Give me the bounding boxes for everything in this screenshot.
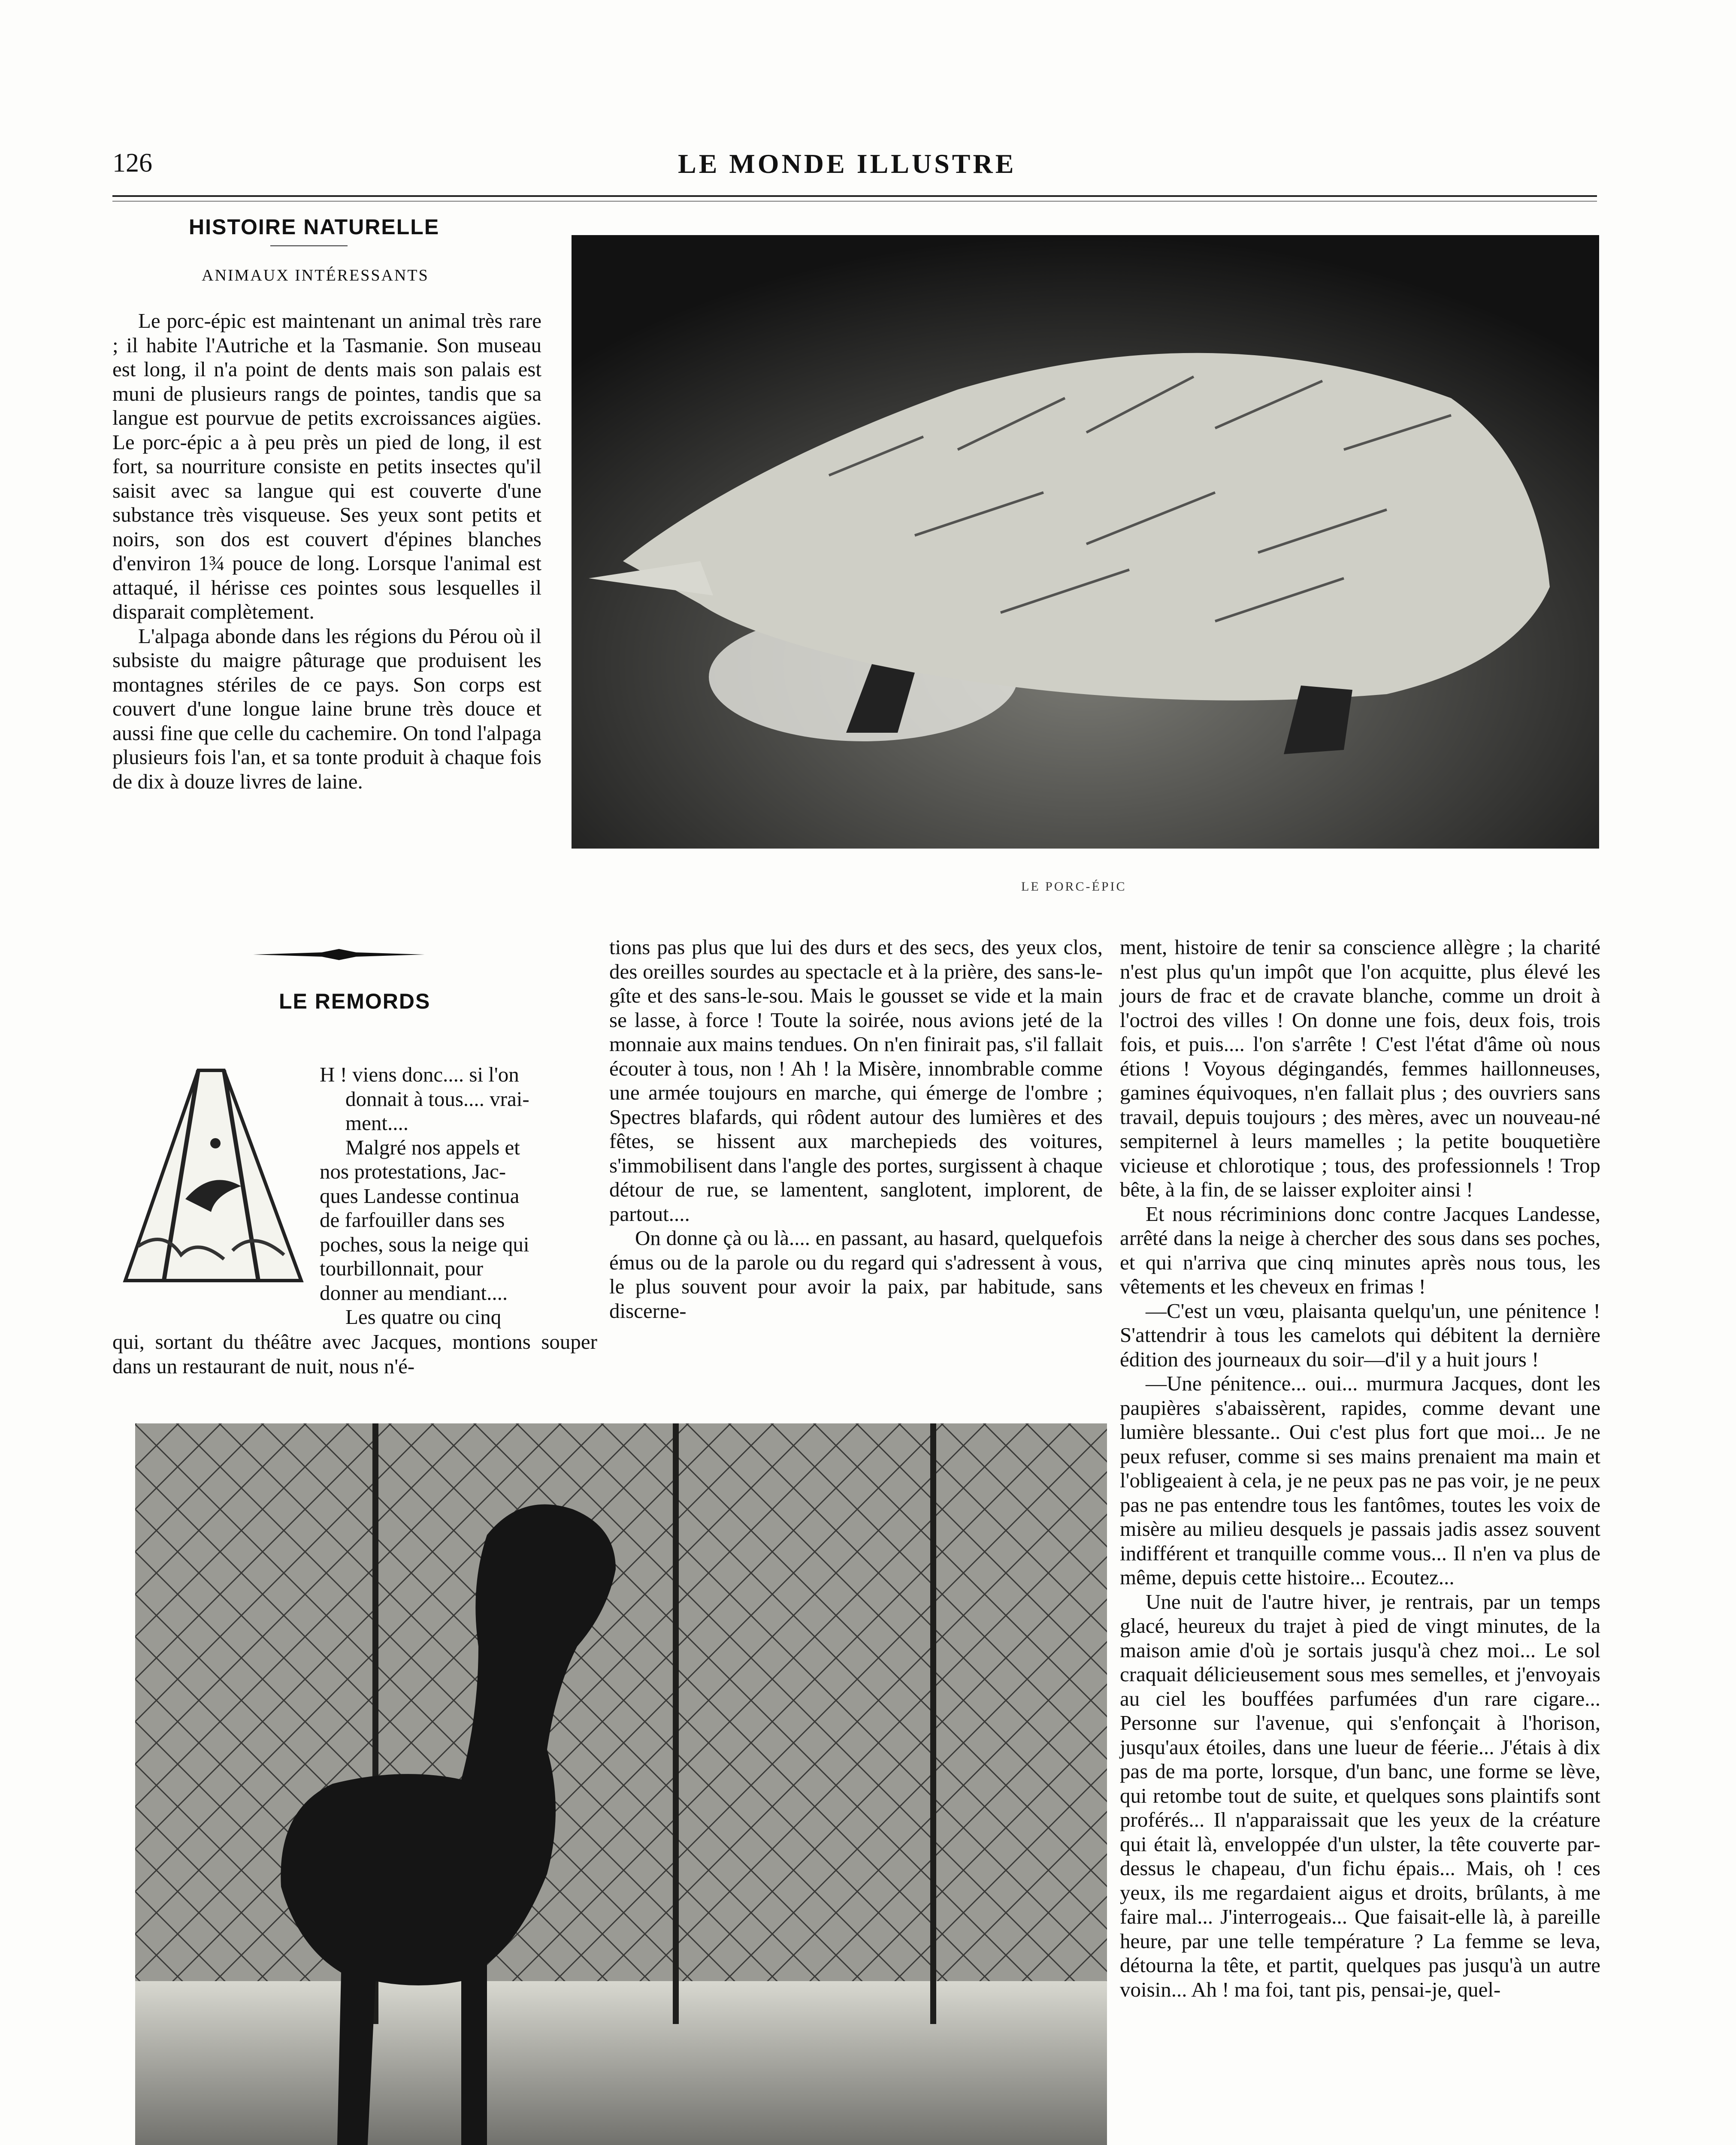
header-rule [112,195,1597,197]
section-title-histoire: HISTOIRE NATURELLE [189,215,440,239]
col3-para-5: Une nuit de l'autre hiver, je rentrais, par un temps glacé, heureux du trajet à pied de vingt minutes, de la maison amie d'où je sortais jusqu'à chez moi... Le sol craquait délicieusement sous mes semelles, et j'envoyais au ciel les bouffées parfumées d'un rare cigare... Personne sur l'avenue, qui s'enfonçait à l'horison, jusqu'aux étoiles, dans une lueur de féerie... J'étais à dix pas de ma porte, lorsque, d'un banc, une forme se lève, qui retombe tout de suite, et quelques sons plaintifs sont proférés... Il n'apparaissait que les yeux de la créature qui était là, enveloppée d'un ulster, la tête couverte par-dessus le chapeau, d'un fichu épais... Mais, oh ! ces yeux, ils me regardaient aigus et droits, brûlants, à me faire mal... J'interrogeais... Que faisait-elle là, à pareille heure, par une telle température ? La femme se leva, détourna la tête, et partit, quelques pas jusqu'à un autre voisin... Ah ! ma foi, tant pis, pensai-je, quel- [1120,1589,1600,2001]
para2-line-3: ques Landesse continua [320,1184,520,1208]
col3-para-4: —Une pénitence... oui... murmura Jacques, dont les paupières s'abaissèrent, rapides, comme devant une lumière blessante.. Oui c'est plus fort que moi... Je ne peux refuser, comme si ses mains prenaient ma main et l'obligeaient à cela, je ne peux pas ne pas voir, je ne peux pas ne pas entendre tous les fantômes, toutes les voix de misère au milieu desquels je passais jadis assez souvent indifférent et tranquille comme vous... Il n'en va plus de même, depuis cette histoire... Ecoutez... [1120,1372,1600,1589]
col1-tail-text: qui, sortant du théâtre avec Jacques, montions souper dans un restaurant de nuit, nous n'é- [112,1330,597,1378]
dropcap-intro [320,1063,599,1329]
remords-col3 [1120,935,1600,2002]
section-title-remords: LE REMORDS [279,989,431,1013]
masthead: LE MONDE ILLUSTRE [678,148,1016,179]
dropcap-illustration [112,1057,314,1289]
col2-para-2: On donne çà ou là.... en passant, au hasard, quelquefois émus ou de la parole ou du regard qui s'adressent à vous, le plus souvent pour avoir la paix, par habitude, sans discerne- [609,1226,1103,1323]
dropcap-line-1: H ! viens donc.... si l'on [320,1063,519,1086]
header-rule-thin [112,201,1597,202]
col3-para-1: ment, histoire de tenir sa conscience allègre ; la charité n'est plus qu'un impôt que l'on acquitte, plus élevé les jours de frac et de cravate blanche, comme un droit à l'octroi des villes ! On donne une fois, deux fois, trois fois, et puis.... l'on s'arrête ! C'est l'état d'âme où nous étions ! Voyous dégingandés, femmes haillonneuses, gamines équivoques, n'en fallait plus ; des ouvriers sans travail, depuis toujours ; des mères, avec un nouveau-né sempiternel à leurs mamelles ; la petite bouquetière vicieuse et chlorotique ; tous, des professionnels ! Trop bête, à la fin, de se laisser exploiter ainsi ! [1120,935,1600,1201]
para2-line-6: tourbillonnait, pour [320,1257,484,1280]
title-underline [270,245,348,246]
para2-line-5: poches, sous la neige qui [320,1232,529,1256]
histoire-text [112,309,541,794]
col3-para-2: Et nous récriminions donc contre Jacques Landesse, arrêté dans la neige à chercher des sous dans ses poches, et qui n'arriva que cinq minutes après nous tous, les vêtements et les cheveux en frimas ! [1120,1202,1600,1298]
page-number: 126 [112,148,152,178]
ornament-divider [253,948,425,961]
paragraph-porc-epic: Le porc-épic est maintenant un animal très rare ; il habite l'Autriche et la Tasmanie. Son museau est long, il n'a point de dents mais son palais est muni de plusieurs rangs de pointes, tandis que sa langue est pourvue de petits excroissances aigües. Le porc-épic a à peu près un pied de long, il est fort, sa nourriture consiste en petits insectes qu'il saisit avec sa langue qui est couverte d'une substance très visqueuse. Ses yeux sont petits et noirs, son dos est couvert d'épines blanches d'environ 1¾ pouce de long. Lorsque l'animal est attaqué, il hérisse ces pointes sous lesquelles il disparait complètement. [112,309,541,623]
para2-line-1: Malgré nos appels et [345,1135,520,1159]
para2-line-7: donner au mendiant.... [320,1281,508,1305]
col2-para-1: tions pas plus que lui des durs et des secs, des yeux clos, des oreilles sourdes au spectacle et à la prière, des sans-le-gîte et des sans-le-sou. Mais le gousset se vide et la main se lasse, à force ! Toute la soirée, nous avions jeté de la monnaie aux mains tendues. On n'en finirait pas, s'il fallait écouter à tous, non ! Ah ! la Misère, innombrable comme une armée toujours en marche, qui émerge de l'ombre ; Spectres blafards, qui rôdent autour des lumières et des fêtes, se hissent aux marchepieds des voitures, s'immobilisent dans l'angle des portes, surgissent à chaque détour de rue, se lamentent, sanglotent, implorent, de partout.... [609,935,1103,1226]
caption-porc-epic: LE PORC-ÉPIC [1021,879,1127,894]
remords-col2 [609,935,1103,1323]
para3-start: Les quatre ou cinq [345,1305,502,1329]
para2-line-4: de farfouiller dans ses [320,1208,505,1232]
paragraph-alpaga: L'alpaga abonde dans les régions du Pérou où il subsiste du maigre pâturage que produisent les montagnes stériles de ce pays. Son corps est couvert d'une longue laine brune très douce et aussi fine que celle du cachemire. On tond l'alpaga plusieurs fois l'an, et sa tonte produit à chaque fois de dix à douze livres de laine. [112,624,541,793]
section-subtitle: ANIMAUX INTÉRESSANTS [202,266,429,284]
dropcap-line-2: donnait à tous.... vrai- [345,1087,529,1111]
col3-para-3: —C'est un vœu, plaisanta quelqu'un, une pénitence ! S'attendrir à tous les camelots qui débitent la dernière édition des journeaux du soir—d'il y a huit jours ! [1120,1299,1600,1371]
dropcap-line-3: ment.... [345,1111,408,1135]
remords-col1-tail [112,1330,597,1378]
alpaga-photo [135,1423,1107,2145]
porc-epic-photo [572,235,1599,849]
para2-line-2: nos protestations, Jac- [320,1160,506,1183]
